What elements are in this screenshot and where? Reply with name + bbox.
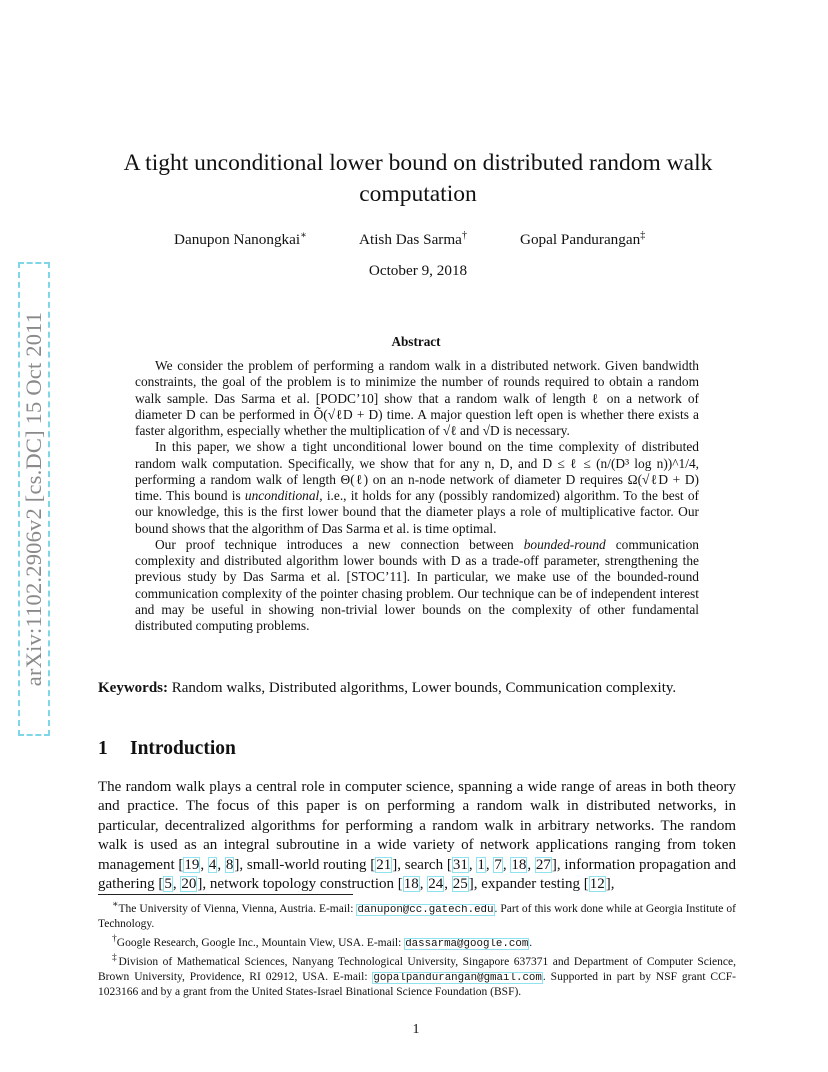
email-link[interactable]: gopalpandurangan@gmail.com bbox=[373, 971, 542, 984]
abstract-text: , i.e., it holds for any (possibly randomized) algorithm. To the best of our knowledge, this is the first lower bound that the diameter plays a role of multiplicative factor. Our bound shows that the algorithm of Das Sarma et al. is time optimal. bbox=[135, 488, 699, 536]
citation-link[interactable]: 27 bbox=[535, 856, 551, 873]
page-number: 1 bbox=[412, 1022, 420, 1037]
section-title: Introduction bbox=[130, 738, 236, 759]
abstract-text: communication complexity and distributed algorithm lower bounds with D as a trade-off parameter, strengthening the previous study by Das Sarma et al. [STOC’11]. In particular, we make use of the bounded-round communication complexity of the pointer chasing problem. Our technique can be of independent interest and may be useful in showing non-trivial lower bounds on the complexity of other fundamental distributed computing problems. bbox=[135, 536, 699, 633]
paper-date: October 9, 2018 bbox=[368, 262, 468, 279]
abstract-emphasis: unconditional bbox=[244, 488, 320, 503]
footnote-1 bbox=[98, 898, 736, 932]
abstract-paragraph-1: We consider the problem of performing a random walk in a distributed network. Given bandwidth constraints, the goal of the problem is to minimize the number of rounds required to obtain a random walk sample. Das Sarma et al. [PODC’10] show that a random walk of length ℓ on a network of diameter D can be performed in Õ(√ℓD + D) time. A major question left open is whether there exists a faster algorithm, especially whether the multiplication of √ℓ and √D is necessary. bbox=[135, 358, 699, 438]
author-name: Danupon Nanongkai bbox=[174, 231, 301, 249]
footnotes bbox=[98, 898, 736, 1000]
email-link[interactable]: dassarma@google.com bbox=[405, 937, 529, 950]
citation-link[interactable]: 19 bbox=[184, 856, 200, 873]
author-footnote-mark: ‡ bbox=[640, 230, 646, 241]
abstract-text: In this paper, we show a tight unconditional lower bound on the time complexity of distributed random walk computation. Specifically, we show that for any n, D, and D ≤ ℓ ≤ (n/(D³ log n))^1/4, performing a random walk of length Θ(ℓ) on an n-node network of diameter D requires Ω(√ℓD + D) time. This bound is bbox=[135, 439, 699, 503]
intro-text: The random walk plays a central role in computer science, spanning a wide range of areas in both theory and practice. The focus of this paper is on performing a random walk in distributed networks, in particular, decentralized algorithms for performing a random walk in arbitrary networks. The random walk is used as an integral subroutine in a wide variety of network applications ranging from token management bbox=[98, 779, 736, 873]
author-3 bbox=[520, 230, 645, 249]
intro-text: , network topology construction bbox=[202, 876, 398, 893]
arxiv-stamp-text: arXiv:1102.2906v2 [cs.DC] 15 Oct 2011 bbox=[21, 311, 46, 687]
footnote-text: . Supported in part by NSF grant CCF-1023166 and by a grant from the United States-Israel Binational Science Foundation (BSF). bbox=[98, 970, 736, 999]
abstract-body bbox=[135, 358, 699, 634]
citation-link[interactable]: 31 bbox=[452, 856, 468, 873]
footnote-3 bbox=[98, 951, 736, 1000]
email-link[interactable]: danupon@cc.gatech.edu bbox=[357, 903, 494, 916]
intro-paragraph: The random walk plays a central role in computer science, spanning a wide range of areas in both theory and practice. The focus of this paper is on performing a random walk in distributed networks, in particular, decentralized algorithms for performing a random walk in arbitrary networks. The random walk is used as an integral subroutine in a wide variety of network applications ranging from token management [19, 4, 8], small-world routing [21], search [31, 1, 7, 18, 27], information propagation and gathering [5, 20], network topology construction [18, 24, 25], expander testing [12], bbox=[98, 779, 737, 893]
citation-link[interactable]: 18 bbox=[403, 876, 419, 893]
author-footnote-mark: ∗ bbox=[300, 230, 307, 241]
abstract-emphasis: bounded-round bbox=[523, 536, 606, 552]
intro-text: , small-world routing bbox=[239, 856, 371, 873]
footnote-rule bbox=[98, 894, 353, 895]
citation-link[interactable]: 7 bbox=[494, 856, 502, 873]
author-name: Gopal Pandurangan bbox=[520, 231, 641, 249]
citation-link[interactable]: 1 bbox=[477, 856, 485, 873]
citation-link[interactable]: 25 bbox=[452, 876, 468, 893]
footnote-mark: ‡ bbox=[112, 952, 119, 964]
author-1 bbox=[174, 230, 307, 249]
intro-text: , bbox=[610, 876, 615, 893]
citation-link[interactable]: 24 bbox=[428, 876, 444, 893]
footnote-text: . bbox=[529, 936, 533, 949]
footnote-mark: ∗ bbox=[112, 899, 119, 910]
citation-link[interactable]: 12 bbox=[589, 876, 605, 893]
keywords bbox=[98, 680, 738, 697]
abstract-paragraph-3 bbox=[135, 537, 699, 635]
abstract-text: Our proof technique introduces a new connection between bbox=[155, 536, 524, 552]
intro-text: , information propagation and gathering bbox=[98, 856, 737, 893]
citation-link[interactable]: 20 bbox=[181, 876, 197, 893]
keywords-text: Random walks, Distributed algorithms, Lower bounds, Communication complexity. bbox=[171, 680, 677, 696]
abstract-heading: Abstract bbox=[391, 334, 441, 349]
abstract-paragraph-2 bbox=[135, 439, 699, 537]
citation-link[interactable]: 8 bbox=[225, 856, 234, 873]
intro-text: , expander testing bbox=[473, 876, 584, 893]
footnote-mark: † bbox=[112, 933, 117, 945]
section-heading bbox=[98, 738, 236, 760]
citation-link[interactable]: 18 bbox=[511, 856, 527, 873]
intro-text: , search bbox=[397, 856, 447, 873]
footnote-text: The University of Vienna, Vienna, Austria. E-mail: bbox=[118, 902, 357, 915]
section-number: 1 bbox=[98, 738, 108, 759]
citation-link[interactable]: 5 bbox=[164, 876, 172, 893]
citation-link[interactable]: 21 bbox=[376, 856, 392, 873]
author-footnote-mark: † bbox=[461, 230, 467, 241]
author-2 bbox=[359, 230, 467, 249]
footnote-text: Division of Mathematical Sciences, Nanyang Technological University, Singapore 637371 and Department of Computer Science, Brown University, Providence, RI 02912, USA. E-mail: bbox=[98, 956, 736, 983]
footnote-text: . Part of this work done while at Georgia Institute of Technology. bbox=[98, 902, 736, 931]
footnote-2 bbox=[98, 932, 736, 951]
footnote-text: Google Research, Google Inc., Mountain View, USA. E-mail: bbox=[116, 936, 405, 949]
citation-link[interactable]: 4 bbox=[208, 856, 217, 873]
keywords-label: Keywords: bbox=[98, 680, 168, 696]
author-name: Atish Das Sarma bbox=[359, 231, 462, 249]
paper-title: A tight unconditional lower bound on distributed random walk computation bbox=[123, 150, 713, 207]
